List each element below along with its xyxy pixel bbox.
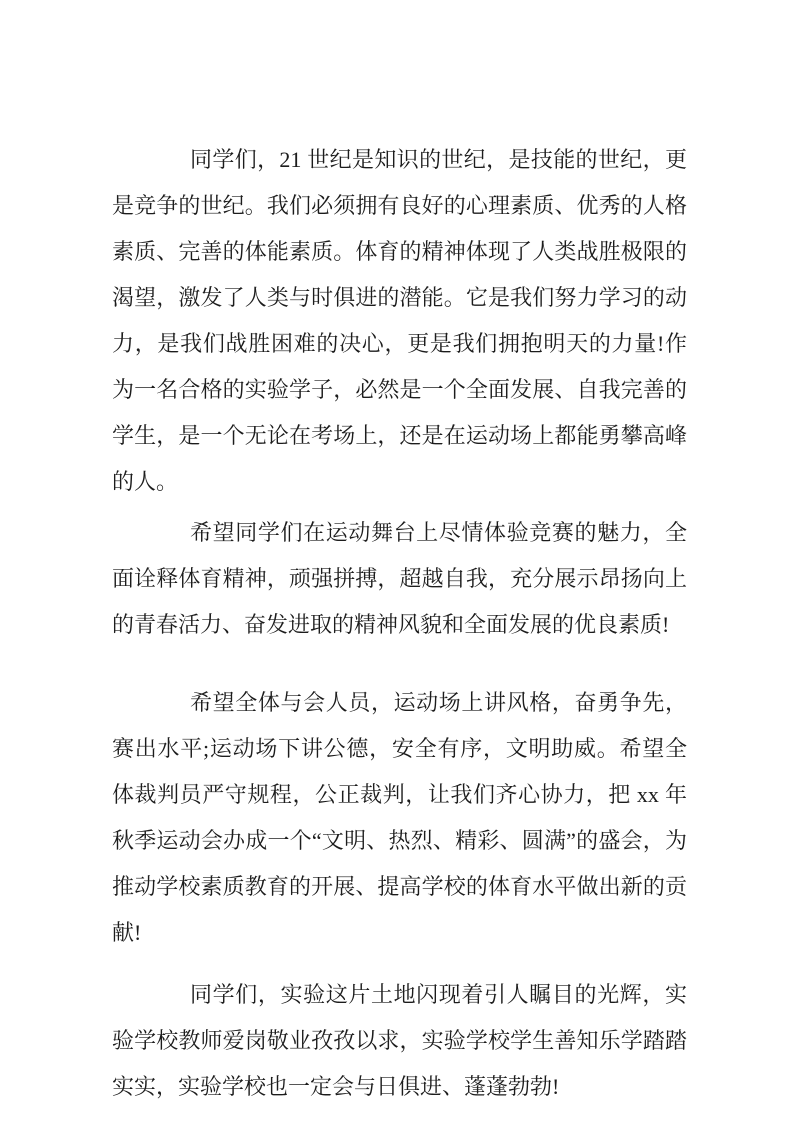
paragraph-2: 希望同学们在运动舞台上尽情体验竞赛的魅力，全面诠释体育精神，顽强拼搏，超越自我，充分展示昂扬向上的青春活力、奋发进取的精神风貌和全面发展的优良素质! [112, 520, 687, 637]
document-body [112, 137, 687, 1110]
paragraph-3: 希望全体与会人员，运动场上讲风格，奋勇争先，赛出水平;运动场下讲公德，安全有序，文明助威。希望全体裁判员严守规程，公正裁判，让我们齐心协力，把 xx 年秋季运动会办成一个“文明、热烈、精彩、圆满”的盛会，为推动学校素质教育的开展、提高学校的体育水平做出新的贡献! [112, 690, 687, 945]
paragraph-1: 同学们，21 世纪是知识的世纪，是技能的世纪，更是竞争的世纪。我们必须拥有良好的心理素质、优秀的人格素质、完善的体能素质。体育的精神体现了人类战胜极限的渴望，激发了人类与时俱进的潜能。它是我们努力学习的动力，是我们战胜困难的决心，更是我们拥抱明天的力量!作为一名合格的实验学子，必然是一个全面发展、自我完善的学生，是一个无论在考场上，还是在运动场上都能勇攀高峰的人。 [112, 147, 687, 494]
paragraph-4: 同学们，实验这片土地闪现着引人瞩目的光辉，实验学校教师爱岗敬业孜孜以求，实验学校学生善知乐学踏踏实实，实验学校也一定会与日俱进、蓬蓬勃勃! [112, 982, 687, 1099]
